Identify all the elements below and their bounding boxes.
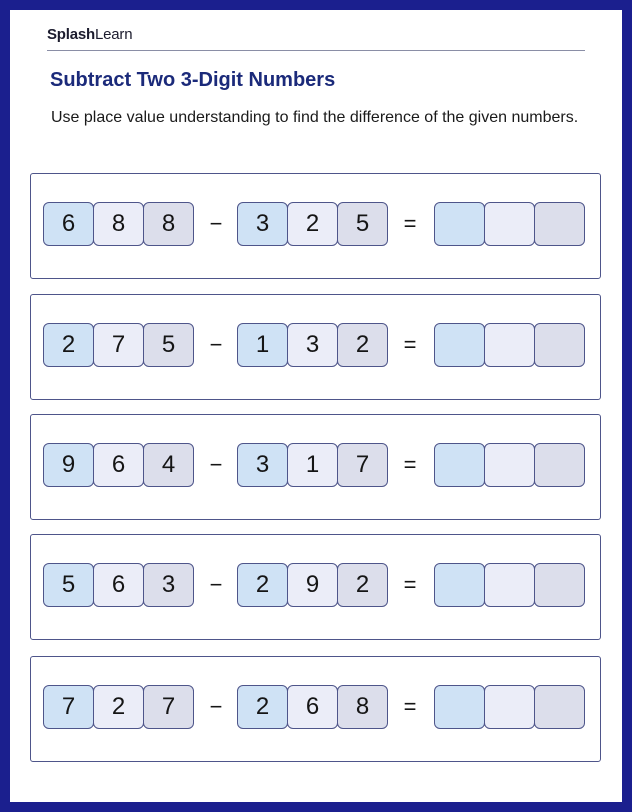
answer-ones-box[interactable]: [534, 323, 585, 367]
minuend-group: [43, 563, 193, 607]
answer-ones-box[interactable]: [534, 202, 585, 246]
answer-tens-box[interactable]: [484, 202, 535, 246]
subtrahend-hundreds-digit: 3: [237, 443, 288, 487]
minuend-tens-digit: 6: [93, 563, 144, 607]
instructions-text: Use place value understanding to find the difference of the given numbers.: [51, 109, 579, 126]
equals-sign: =: [403, 211, 417, 236]
subtrahend-group: [237, 685, 387, 729]
minuend-hundreds-digit: 6: [43, 202, 94, 246]
subtrahend-ones-digit: 8: [337, 685, 388, 729]
minuend-hundreds-digit: 2: [43, 323, 94, 367]
answer-tens-box[interactable]: [484, 443, 535, 487]
answer-ones-box[interactable]: [534, 443, 585, 487]
answer-tens-box[interactable]: [484, 323, 535, 367]
worksheet-page: [10, 10, 622, 802]
worksheet-title: Subtract Two 3-Digit Numbers: [50, 69, 336, 91]
minuend-group: [43, 323, 193, 367]
equals-sign: =: [403, 452, 417, 477]
subtrahend-hundreds-digit: 1: [237, 323, 288, 367]
subtrahend-group: [237, 323, 387, 367]
minuend-group: [43, 685, 193, 729]
equals-sign: =: [403, 572, 417, 597]
subtrahend-group: [237, 443, 387, 487]
subtrahend-ones-digit: 2: [337, 563, 388, 607]
subtrahend-tens-digit: 2: [287, 202, 338, 246]
subtrahend-hundreds-digit: 2: [237, 563, 288, 607]
subtrahend-hundreds-digit: 2: [237, 685, 288, 729]
problem-row: [30, 294, 601, 400]
problem-row: [30, 656, 601, 762]
subtrahend-group: [237, 202, 387, 246]
subtrahend-tens-digit: 6: [287, 685, 338, 729]
answer-group: [434, 443, 584, 487]
answer-hundreds-box[interactable]: [434, 323, 485, 367]
subtrahend-hundreds-digit: 3: [237, 202, 288, 246]
minuend-hundreds-digit: 5: [43, 563, 94, 607]
minuend-tens-digit: 7: [93, 323, 144, 367]
subtrahend-ones-digit: 2: [337, 323, 388, 367]
minuend-group: [43, 443, 193, 487]
minuend-tens-digit: 2: [93, 685, 144, 729]
minus-sign: −: [209, 572, 223, 597]
minuend-ones-digit: 7: [143, 685, 194, 729]
minuend-ones-digit: 5: [143, 323, 194, 367]
subtrahend-ones-digit: 7: [337, 443, 388, 487]
minus-sign: −: [209, 452, 223, 477]
header-divider: [47, 50, 585, 51]
equals-sign: =: [403, 694, 417, 719]
answer-hundreds-box[interactable]: [434, 443, 485, 487]
answer-group: [434, 685, 584, 729]
minuend-ones-digit: 8: [143, 202, 194, 246]
equals-sign: =: [403, 332, 417, 357]
minus-sign: −: [209, 211, 223, 236]
answer-tens-box[interactable]: [484, 685, 535, 729]
answer-group: [434, 202, 584, 246]
problem-row: [30, 173, 601, 279]
answer-hundreds-box[interactable]: [434, 202, 485, 246]
problem-row: [30, 414, 601, 520]
answer-group: [434, 323, 584, 367]
logo-light: Learn: [94, 26, 133, 43]
subtrahend-tens-digit: 9: [287, 563, 338, 607]
answer-group: [434, 563, 584, 607]
subtrahend-tens-digit: 3: [287, 323, 338, 367]
subtrahend-tens-digit: 1: [287, 443, 338, 487]
minuend-ones-digit: 3: [143, 563, 194, 607]
splashlearn-logo: [47, 26, 132, 43]
minus-sign: −: [209, 694, 223, 719]
minuend-tens-digit: 8: [93, 202, 144, 246]
answer-hundreds-box[interactable]: [434, 685, 485, 729]
minuend-hundreds-digit: 9: [43, 443, 94, 487]
minuend-tens-digit: 6: [93, 443, 144, 487]
problem-row: [30, 534, 601, 640]
answer-ones-box[interactable]: [534, 685, 585, 729]
subtrahend-group: [237, 563, 387, 607]
answer-tens-box[interactable]: [484, 563, 535, 607]
logo-bold: Splash: [47, 26, 95, 43]
minuend-hundreds-digit: 7: [43, 685, 94, 729]
subtrahend-ones-digit: 5: [337, 202, 388, 246]
answer-hundreds-box[interactable]: [434, 563, 485, 607]
minuend-group: [43, 202, 193, 246]
minus-sign: −: [209, 332, 223, 357]
answer-ones-box[interactable]: [534, 563, 585, 607]
minuend-ones-digit: 4: [143, 443, 194, 487]
